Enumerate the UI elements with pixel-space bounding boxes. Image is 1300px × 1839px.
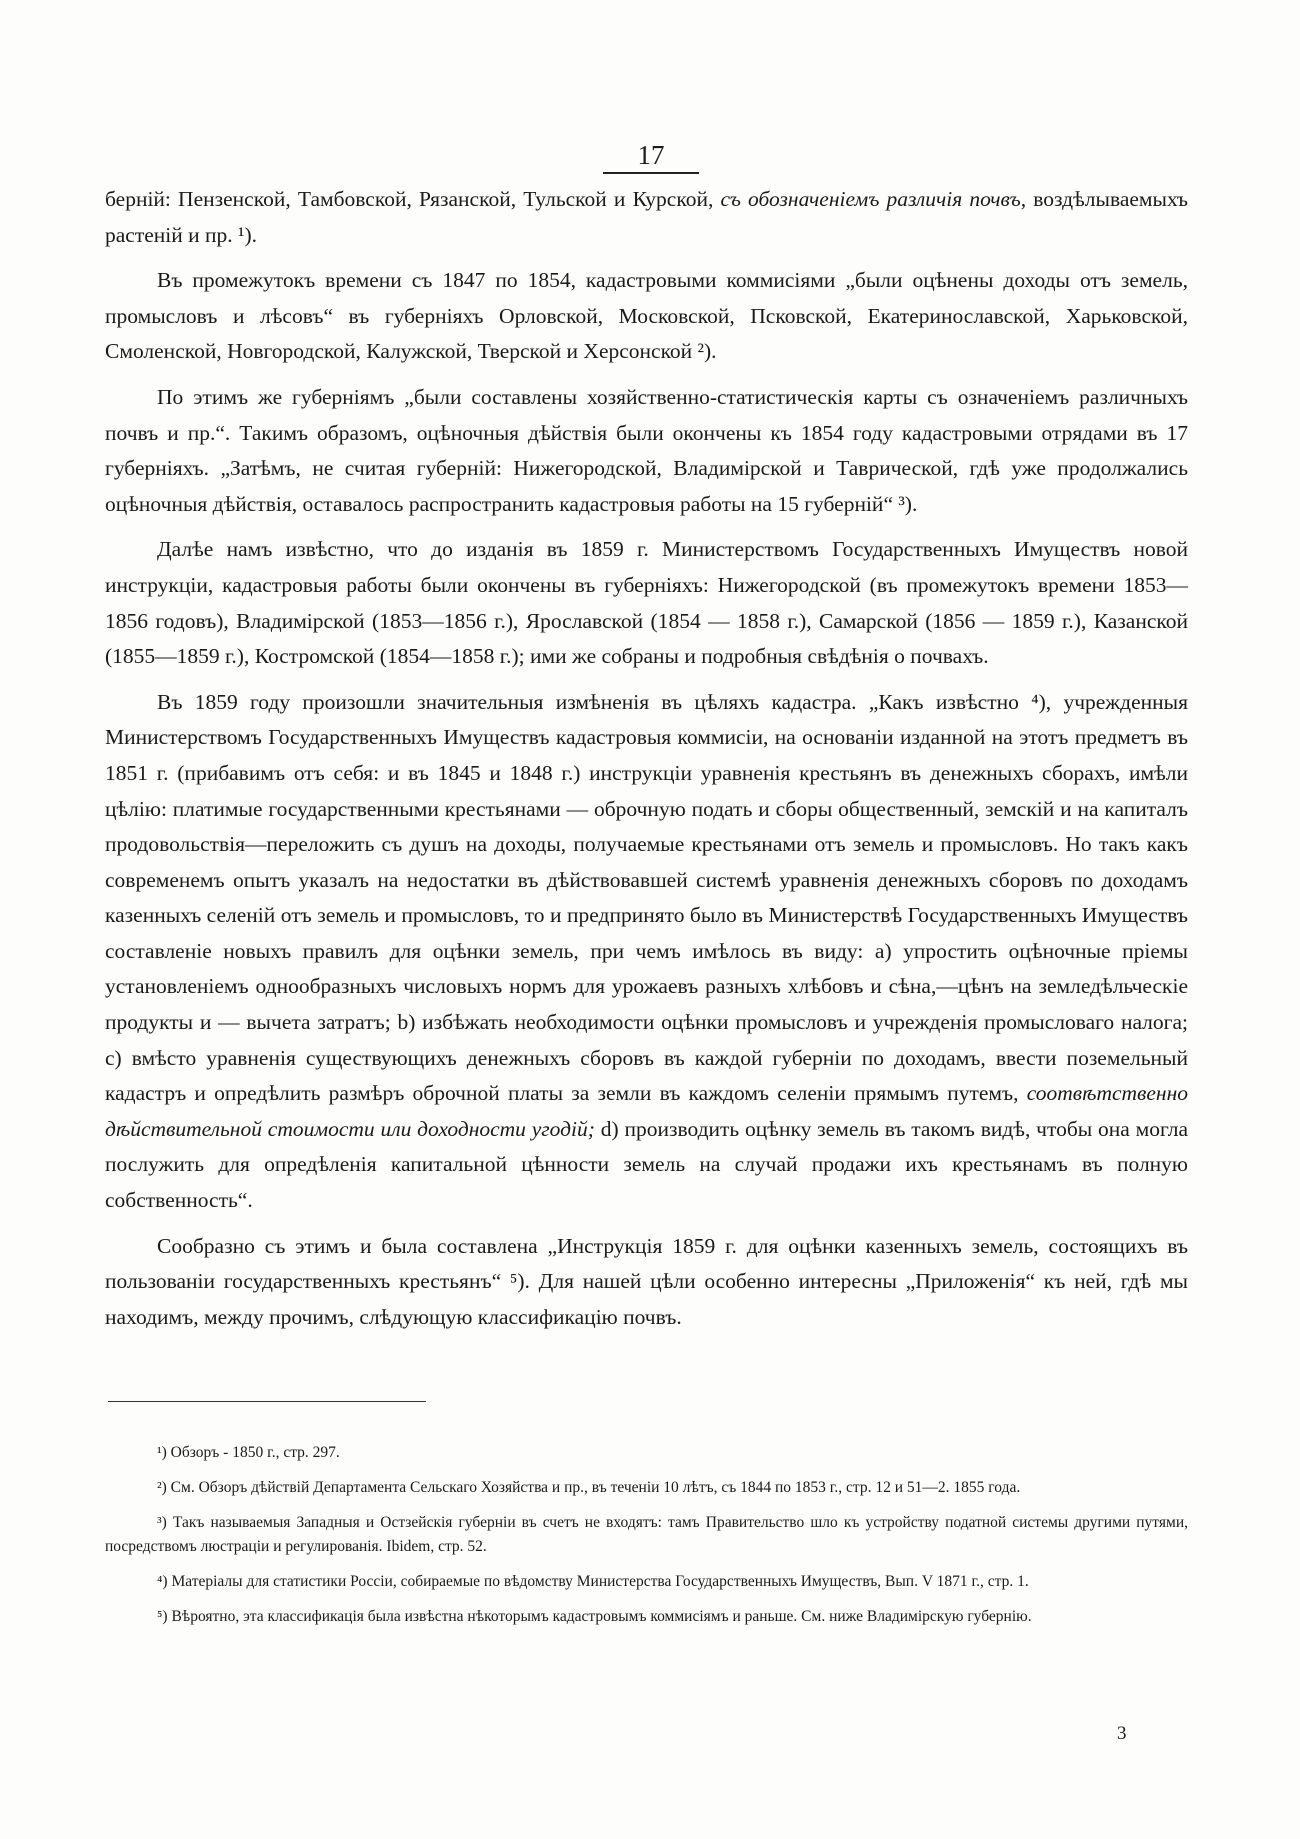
paragraph-6: Сообразно съ этимъ и была составлена „Инструкція 1859 г. для оцѣнки казенныхъ земель, состоящихъ въ пользованіи государственныхъ крестьянъ“ ⁵). Для нашей цѣли особенно интересны „Приложенія“ къ ней, гдѣ мы находимъ, между прочимъ, слѣдующую классификацію почвъ. <box>105 1233 1188 1329</box>
footnote-5: ⁵) Вѣроятно, эта классификація была извѣстна нѣкоторымъ кадастровымъ коммисіямъ и раньше. См. ниже Владимірскую губернію. <box>157 1608 1032 1625</box>
signature-mark: 3 <box>1117 1723 1127 1744</box>
paragraph-3: По этимъ же губерніямъ „были составлены хозяйственно-статистическія карты съ означеніемъ различныхъ почвъ и пр.“. Такимъ образомъ, оцѣночныя дѣйствія были окончены къ 1854 году кадастровыми отрядами въ 17 губерніяхъ. „Затѣмъ, не считая губерній: Нижегородской, Владимірской и Таврической, гдѣ уже продолжались оцѣночныя дѣйствія, оставалось распространить кадастровыя работы на 15 губерній“ ³). <box>105 384 1188 516</box>
paragraph-1: берній: Пензенской, Тамбовской, Рязанской, Тульской и Курской, съ обозначеніемъ различія почвъ, воздѣлываемыхъ растеній и пр. ¹). <box>105 187 1189 247</box>
footnote-2: ²) См. Обзоръ дѣйствій Департамента Сельскаго Хозяйства и пр., въ теченіи 10 лѣтъ, съ 1844 по 1853 г., стр. 12 и 51—2. 1855 года. <box>157 1479 1021 1496</box>
paragraph-4: Далѣе намъ извѣстно, что до изданія въ 1859 г. Министерствомъ Государственныхъ Имуществъ новой инструкціи, кадастровыя работы были окончены въ губерніяхъ: Нижегородской (въ промежутокъ времени 1853—1856 годовъ), Владимірской (1853—1856 г.), Ярославской (1854 — 1858 г.), Самарской (1856 — 1859 г.), Казанской (1855—1859 г.), Костромской (1854—1858 г.); ими же собраны и подробныя свѣдѣнія о почвахъ. <box>105 537 1188 669</box>
footnotes <box>105 1441 1188 1640</box>
footnote-divider <box>108 1401 426 1402</box>
paragraph-5: Въ 1859 году произошли значительныя измѣненія въ цѣляхъ кадастра. „Какъ извѣстно ⁴), учрежденныя Министерствомъ Государственныхъ Имуществъ кадастровыя коммисіи, на основаніи изданной на этотъ предметъ въ 1851 г. (прибавимъ отъ себя: и въ 1845 и 1848 г.) инструкціи уравненія крестьянъ въ денежныхъ сборахъ, имѣли цѣлію: платимые государственными крестьянами — оброчную подать и сборы общественный, земскій и на капиталъ продовольствія—переложить съ душъ на доходы, получаемые крестьянами отъ земель и промысловъ. Но такъ какъ современемъ опытъ указалъ на недостатки въ дѣйствовавшей системѣ уравненія денежныхъ сборовъ по доходамъ казенныхъ селеній отъ земель и промысловъ, то и предпринято было въ Министерствѣ Государственныхъ Имуществъ составленіе новыхъ правилъ для оцѣнки земель, при чемъ имѣлось въ виду: a) упростить оцѣночные пріемы установленіемъ однообразныхъ числовыхъ нормъ для урожаевъ разныхъ хлѣбовъ и сѣна,—цѣнъ на земледѣльческіе продукты и — вычета затратъ; b) избѣжать необходимости оцѣнки промысловъ и учрежденія промысловаго налога; c) вмѣсто уравненія существующихъ денежныхъ сборовъ въ каждой губерніи по доходамъ, ввести поземельный кадастръ и опредѣлить размѣръ оброчной платы за земли въ каждомъ селеніи прямымъ путемъ, соотвѣтственно дѣйствительной стоимости или доходности угодій; d) производить оцѣнку земель въ такомъ видѣ, чтобы она могла послужить для опредѣленія капитальной цѣнности земель на случай продажи ихъ крестьянамъ въ полную собственность“. <box>105 689 1188 1213</box>
footnote-1: ¹) Обзоръ - 1850 г., стр. 297. <box>157 1444 340 1461</box>
page-number: 17 <box>603 138 699 174</box>
footnote-3: ³) Такъ называемыя Западныя и Остзейскія губерніи въ счетъ не входятъ: тамъ Правительство шло къ устройству податной системы другими путями, посредствомъ люстраціи и регулированія. Ibidem, стр. 52. <box>105 1514 1188 1555</box>
paragraph-2: Въ промежутокъ времени съ 1847 по 1854, кадастровыми коммисіями „были оцѣнены доходы отъ земель, промысловъ и лѣсовъ“ въ губерніяхъ Орловской, Московской, Псковской, Екатеринославской, Харьковской, Смоленской, Новгородской, Калужской, Тверской и Херсонской ²). <box>105 268 1188 364</box>
footnote-4: ⁴) Матеріалы для статистики Россіи, собираемые по вѣдомству Министерства Государственныхъ Имуществъ, Вып. V 1871 г., стр. 1. <box>157 1573 1029 1590</box>
main-text <box>105 182 1188 1335</box>
